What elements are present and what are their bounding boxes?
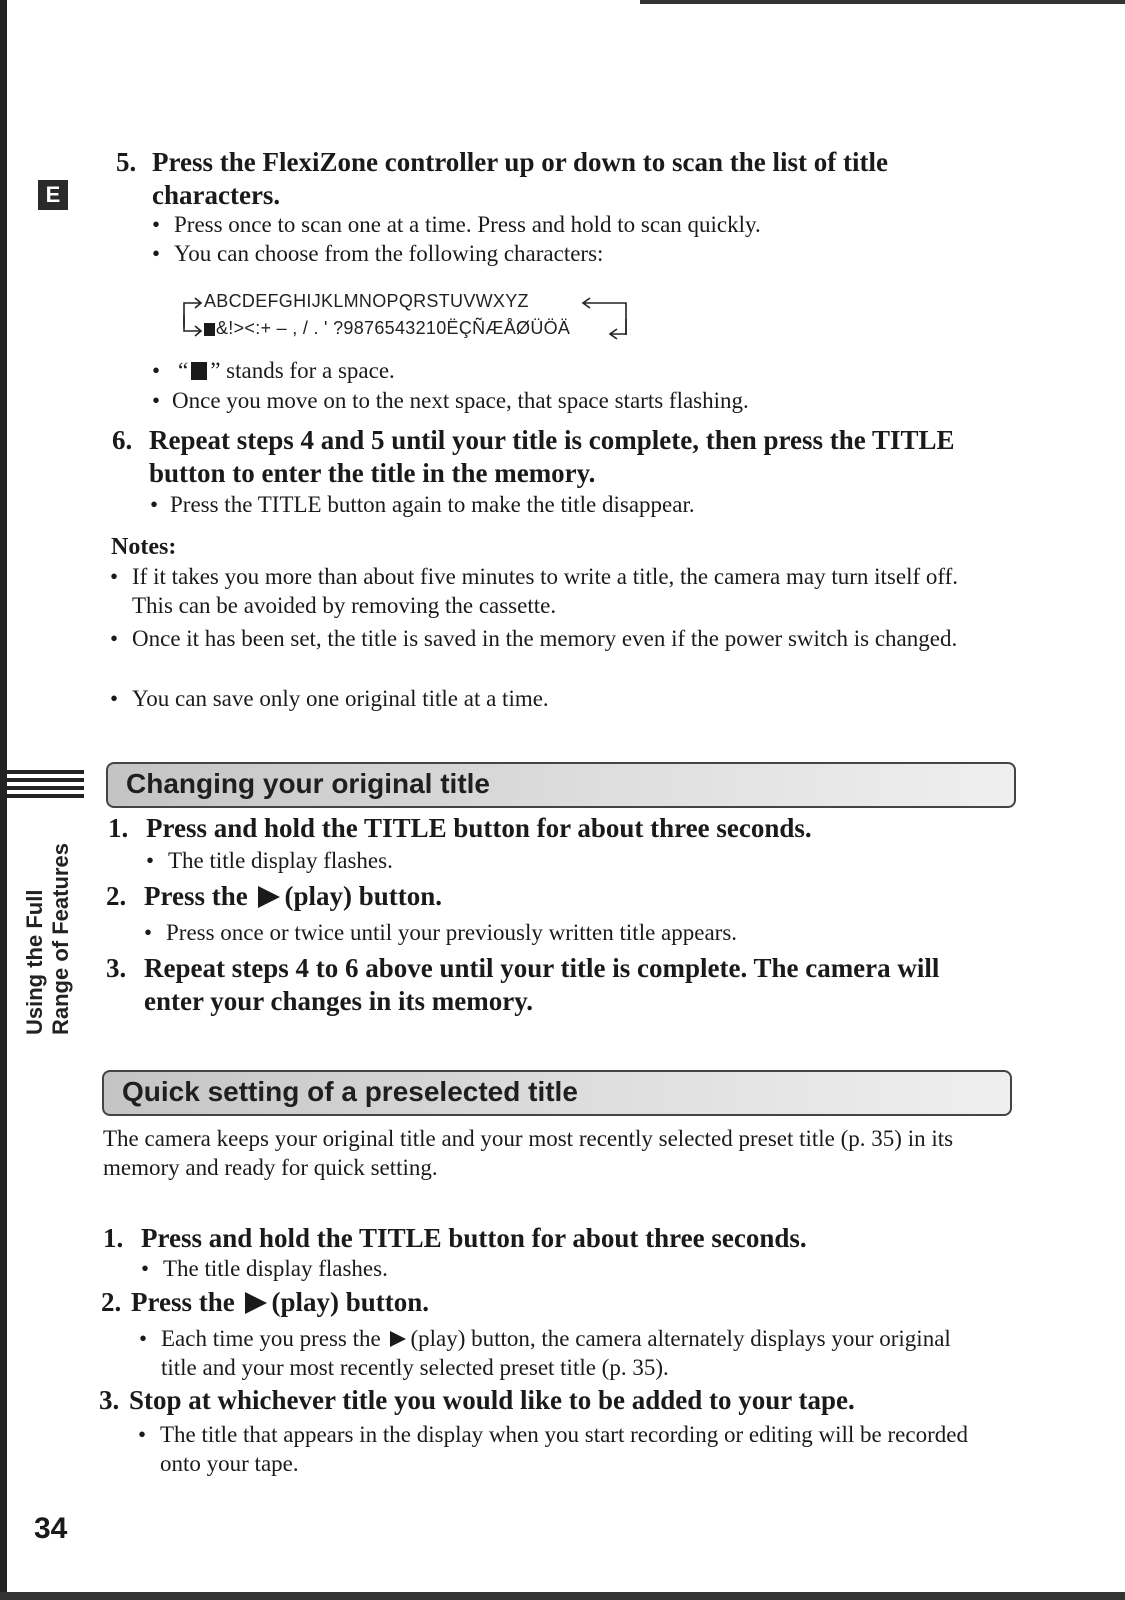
space-note-text: ” stands for a space. bbox=[210, 358, 395, 383]
quote-open: “ bbox=[178, 358, 189, 383]
bullet-text: Each time you press the bbox=[161, 1326, 381, 1351]
step-text: Press the FlexiZone controller up or down to scan the list of title characters. bbox=[152, 147, 888, 210]
section2-intro: The camera keeps your original title and your most recently selected preset title (p. 35) in its memory and ready for quick setting. bbox=[103, 1126, 954, 1180]
step-text: Press the bbox=[144, 881, 248, 911]
note-text: You can save only one original title at a time. bbox=[132, 686, 549, 711]
bullet: • The title display flashes. bbox=[141, 1254, 971, 1283]
section2-step-1 bbox=[103, 1222, 983, 1255]
page-number: 34 bbox=[34, 1512, 68, 1545]
bullet: • The title that appears in the display when you start recording or editing will be recorded onto your tape. bbox=[138, 1420, 978, 1478]
bullet: • Press once or twice until your previously written title appears. bbox=[144, 918, 974, 947]
step-text: Stop at whichever title you would like to be added to your tape. bbox=[129, 1385, 855, 1415]
play-icon bbox=[390, 1331, 406, 1347]
play-icon bbox=[245, 1292, 267, 1314]
bullet: • Press once to scan one at a time. Press and hold to scan quickly. bbox=[152, 210, 982, 239]
step-text: Press the bbox=[131, 1287, 235, 1317]
note-item: • You can save only one original title at a time. bbox=[110, 684, 990, 713]
note-text: Once it has been set, the title is saved in the memory even if the power switch is changed. bbox=[132, 626, 958, 651]
note-text: If it takes you more than about five minutes to write a title, the camera may turn itself off. This can be avoided by removing the cassette. bbox=[132, 564, 959, 618]
bullet: • Press the TITLE button again to make the title disappear. bbox=[150, 490, 980, 519]
section1-step-1 bbox=[108, 812, 988, 845]
bullet-text: You can choose from the following characters: bbox=[174, 241, 604, 266]
step-text: Press and hold the TITLE button for about three seconds. bbox=[146, 813, 812, 843]
section-title: Changing your original title bbox=[126, 768, 490, 799]
side-section-tab bbox=[22, 755, 74, 1035]
bullet-text: Press once or twice until your previously written title appears. bbox=[166, 920, 738, 945]
bottom-edge-rule bbox=[0, 1592, 1125, 1600]
side-tab-line1: Using the Full bbox=[22, 889, 47, 1035]
bullet-text: Press once to scan one at a time. Press and hold to scan quickly. bbox=[174, 212, 761, 237]
charset-row-2-text: &!><:+ – , / . ' ?9876543210ËÇÑÆÅØÜÖÄ bbox=[216, 318, 571, 338]
play-icon bbox=[258, 886, 280, 908]
section2-step-3 bbox=[99, 1384, 979, 1417]
bullet-text: The title display flashes. bbox=[163, 1256, 388, 1281]
note-item: • If it takes you more than about five minutes to write a title, the camera may turn itself off. This can be avoided by removing the cassette. bbox=[110, 562, 990, 620]
section-banner-quick-setting bbox=[102, 1070, 1012, 1116]
step-text: Repeat steps 4 to 6 above until your title is complete. The camera will enter your changes in its memory. bbox=[144, 953, 940, 1016]
top-edge-rule bbox=[640, 0, 1125, 4]
character-set-diagram bbox=[178, 287, 648, 349]
section-title: Quick setting of a preselected title bbox=[122, 1076, 578, 1107]
bullet: • Once you move on to the next space, that space starts flashing. bbox=[152, 386, 982, 415]
step-number: 2. bbox=[106, 881, 127, 911]
bullet-text: Press the TITLE button again to make the title disappear. bbox=[170, 492, 695, 517]
step-number: 3. bbox=[99, 1385, 120, 1415]
section2-step-2 bbox=[101, 1286, 981, 1319]
step-5 bbox=[116, 146, 976, 212]
space-symbol-icon bbox=[191, 362, 207, 380]
bullet: • The title display flashes. bbox=[146, 846, 976, 875]
charset-row-2 bbox=[204, 318, 570, 339]
step-number: 2. bbox=[101, 1287, 122, 1317]
step-number: 3. bbox=[106, 953, 127, 983]
section1-step-3 bbox=[106, 952, 986, 1018]
bullet: • You can choose from the following characters: bbox=[152, 239, 982, 268]
bullet: • “ ” stands for a space. bbox=[152, 358, 395, 383]
step-number: 1. bbox=[108, 813, 129, 843]
bullet-text: (play) button, the camera alternately displays your original title and your most recently selected preset title (p. 35). bbox=[161, 1326, 951, 1380]
bullet-text: Once you move on to the next space, that space starts flashing. bbox=[172, 388, 749, 413]
step-number: 5. bbox=[116, 147, 137, 177]
section1-step-2 bbox=[106, 880, 986, 913]
step-text: (play) button. bbox=[271, 1287, 430, 1317]
step-text: Press and hold the TITLE button for about three seconds. bbox=[141, 1223, 807, 1253]
bullet-text: The title display flashes. bbox=[168, 848, 393, 873]
language-tab: E bbox=[38, 180, 68, 210]
note-item: • Once it has been set, the title is saved in the memory even if the power switch is changed. bbox=[110, 624, 990, 653]
bullet: • Each time you press the (play) button, the camera alternately displays your original title and your most recently selected preset title (p. 35). bbox=[139, 1326, 951, 1380]
step-text: (play) button. bbox=[284, 881, 443, 911]
charset-row-1: ABCDEFGHIJKLMNOPQRSTUVWXYZ bbox=[204, 291, 529, 311]
bullet-text: The title that appears in the display when you start recording or editing will be recorded onto your tape. bbox=[160, 1422, 968, 1476]
side-tab-line2: Range of Features bbox=[48, 843, 73, 1035]
section-banner-changing-title bbox=[106, 762, 1016, 808]
step-text: Repeat steps 4 and 5 until your title is complete, then press the TITLE button to enter the title in the memory. bbox=[149, 425, 955, 488]
space-symbol-icon bbox=[204, 323, 215, 336]
notes-heading: Notes: bbox=[111, 534, 177, 560]
step-number: 1. bbox=[103, 1223, 124, 1253]
step-number: 6. bbox=[112, 425, 133, 455]
step-6 bbox=[112, 424, 972, 490]
